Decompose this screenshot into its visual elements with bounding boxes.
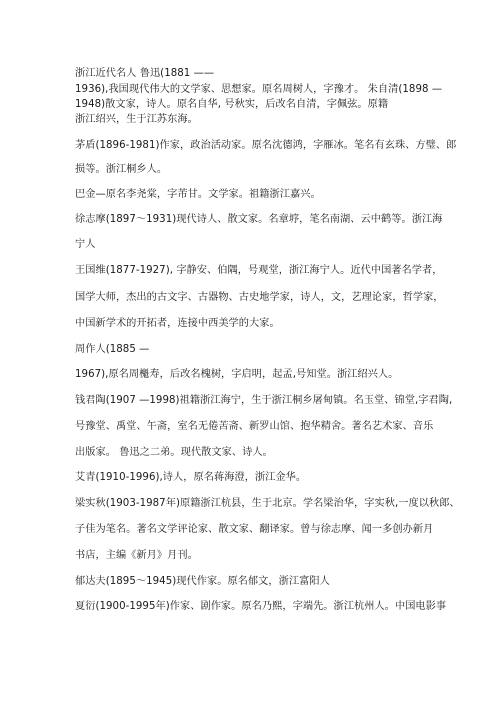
text-line: 梁实秋(1903-1987年)原籍浙江杭县，生于北京。学名梁治华，字实秋,一度以秋郎、 bbox=[75, 498, 460, 509]
text-line: 损等。浙江桐乡人。 bbox=[75, 164, 168, 175]
text-line: 徐志摩(1897～1931)现代诗人、散文家。名章垿，笔名南湖、云中鹤等。浙江海 bbox=[75, 214, 443, 225]
text-line: 茅盾(1896-1981)作家，政治活动家。原名沈德鸿，字雁冰。笔名有玄珠、方璧、郎 bbox=[75, 140, 457, 151]
text-line: 中国新学术的开拓者，连接中西美学的大家。 bbox=[75, 318, 280, 329]
text-line: 1948)散文家，诗人。原名自华, 号秋实，后改名自清，字佩弦。原籍 bbox=[75, 99, 389, 110]
text-line: 周作人(1885 — bbox=[75, 344, 150, 355]
text-line: 子佳为笔名。著名文学评论家、散文家、翻译家。曾与徐志摩、闻一多创办新月 bbox=[75, 524, 434, 535]
text-line: 巴金—原名李尧棠，字芾甘。文学家。祖籍浙江嘉兴。 bbox=[75, 189, 321, 200]
text-line: 宁人 bbox=[75, 239, 96, 250]
text-line: 1936),我国现代伟大的文学家、思想家。原名周树人，字豫才。 朱自清(1898 — bbox=[75, 84, 443, 95]
text-line: 郁达夫(1895～1945)现代作家。原名郁文，浙江富阳人 bbox=[75, 576, 330, 587]
text-line: 浙江近代名人 鲁迅(1881 —— bbox=[75, 68, 215, 79]
text-line: 浙江绍兴，生于江苏东海。 bbox=[75, 114, 198, 125]
text-line: 1967),原名周櫆寿，后改名槐树，字启明，起孟,号知堂。浙江绍兴人。 bbox=[75, 369, 399, 380]
text-line: 夏衍(1900-1995年)作家、剧作家。原名乃熙，字端先。浙江杭州人。中国电影事 bbox=[75, 601, 447, 612]
text-line: 国学大师，杰出的古文字、古器物、古史地学家，诗人，文，艺理论家，哲学家， bbox=[75, 292, 444, 303]
text-line: 艾青(1910-1996),诗人，原名蒋海澄，浙江金华。 bbox=[75, 472, 307, 483]
text-line: 号豫堂、禹堂、午斋，室名无倦苦斋、新罗山馆、抱华精舍。著名艺术家、音乐 bbox=[75, 421, 434, 432]
text-line: 王国维(1877-1927), 字静安、伯隅，号观堂，浙江海宁人。近代中国著名学者， bbox=[75, 265, 443, 276]
text-line: 书店，主编《新月》月刊。 bbox=[75, 550, 198, 561]
text-line: 出版家。 鲁迅之二弟。现代散文家、诗人。 bbox=[75, 447, 273, 458]
text-line: 钱君陶(1907 —1998)祖籍浙江海宁，生于浙江桐乡屠甸镇。名玉堂、锦堂,字君陶, bbox=[75, 395, 453, 406]
